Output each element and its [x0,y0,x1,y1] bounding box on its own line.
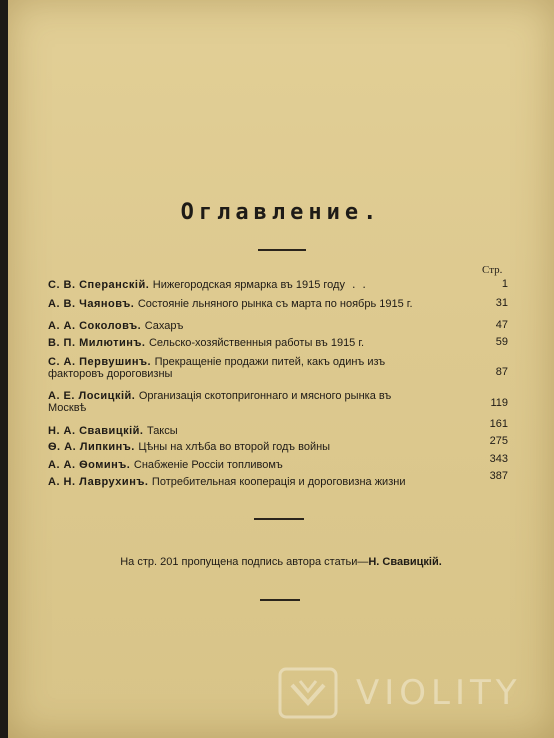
entry-page: 47 [495,319,508,331]
watermark [278,665,548,721]
entry-title: Сельско-хозяйственныя работы въ 1915 г. [148,337,365,349]
entry-title-continuation: Москвѣ [48,402,87,414]
entry-title: Цѣны на хлѣба во второй годъ войны [138,441,331,453]
entry-author: А. А. Соколовъ. [48,320,142,332]
entry-page: 87 [495,366,508,378]
entry-page: 275 [489,435,508,447]
violity-logo-icon [278,667,338,719]
entry-title: Состояніе льняного рынка съ марта по ноябрь 1915 г. [137,298,413,310]
entry-title-continuation: факторовъ дороговизны [48,368,173,380]
entry-page: 31 [495,297,508,309]
entry-title: Таксы [146,425,178,437]
entry-author: А. А. Ѳоминъ. [48,459,131,471]
footnote-text: На стр. 201 пропущена подпись автора статьи— [120,556,369,568]
entry-title: Снабженіе Россіи топливомъ [133,459,283,471]
book-page [8,0,554,738]
entry-author: С. А. Первушинъ. [48,356,152,368]
entry-page: 1 [501,278,508,290]
entry-title: Прекращеніе продажи питей, какъ одинъ изъ [154,356,386,368]
divider [254,518,304,520]
table-of-contents: С. В. Сперанскій. Нижегородская ярмарка въ 1915 году . . 1 А. В. Чаяновъ. Состояніе льняного рынка съ марта по ноябрь 1915 г. 31 А. А. Соколовъ. Сахаръ 47 В. П. Милютинъ. Сельско-хозяйственныя работы въ 1915 г. 59 С. А. Первушинъ. Прекращеніе продажи питей, какъ одинъ изъ факторовъ дороговизны 87 А. Е. Лосицкій. Организація скотопригоннаго и мясного рынка въ Москвѣ 119 Н. А. Свавицкій. Таксы 161 Ѳ. А. Липкинъ. Цѣны на хлѣба во второй годъ войны 275 А. А. Ѳоминъ. Снабженіе Россіи топливомъ 343 А. Н. Лаврухинъ. Потребительная кооперація и дороговизна жизни 387 [48,278,508,488]
entry-author: Н. А. Свавицкій. [48,425,144,437]
entry-title: Потребительная кооперація и дороговизна жизни [151,476,406,488]
entry-author: А. В. Чаяновъ. [48,298,135,310]
entry-title: Организація скотопригоннаго и мясного рынка въ [138,390,392,402]
entry-page: 387 [489,470,508,482]
entry-author: А. Е. Лосицкій. [48,390,136,402]
entry-author: А. Н. Лаврухинъ. [48,476,149,488]
entry-page: 59 [495,336,508,348]
entry-page: 119 [490,397,508,409]
page-title: Оглавление. [180,200,382,225]
entry-page: 343 [489,453,508,465]
footnote-author: Н. Свавицкій. [368,556,442,568]
page-column-label: Стр. [482,264,503,276]
divider-bottom [260,599,300,601]
entry-page: 161 [489,418,508,430]
watermark-text: VIOLITY [356,673,522,713]
entry-author: В. П. Милютинъ. [48,337,146,349]
footnote [8,556,554,568]
entry-title: Сахаръ [144,320,184,332]
entry-author: Ѳ. А. Липкинъ. [48,441,135,453]
entry-author: С. В. Сперанскій. [48,279,150,291]
entry-title: Нижегородская ярмарка въ 1915 году [152,279,345,291]
